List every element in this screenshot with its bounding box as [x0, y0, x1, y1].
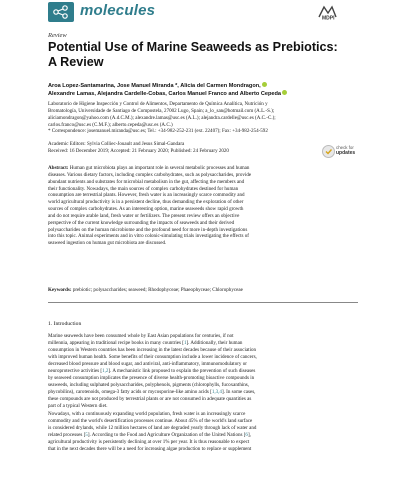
- abstract-line: Abstract: Human gut microbiota plays an important role in several metabolic processes and human: [48, 165, 250, 171]
- body-text-span: that in the next decades there will be a need for increasing algae production to replace or supplement: [48, 445, 252, 452]
- publication-dates: [48, 141, 308, 154]
- keywords-label: Keywords:: [48, 287, 72, 293]
- title-line: A Review: [48, 55, 104, 69]
- citation-link[interactable]: 5: [85, 431, 88, 438]
- author-list: [48, 82, 358, 99]
- affiliation-line: carlos.franco@usc.es (C.M.F.); alberto.cepeda@usc.es (A.C.): [48, 121, 173, 128]
- academic-editors: Academic Editors: Sylvia Colliec-Jouault and Jesus Simal-Gandara: [48, 141, 185, 147]
- author-line: Aroa Lopez-Santamarina, Jose Manuel Miranda *, Alicia del Carmen Mondragon,: [48, 82, 358, 90]
- check-for-updates-button[interactable]: [322, 143, 358, 159]
- abstract-line: perspective of the current knowledge surrounding the impacts of seaweeds and their derived: [48, 219, 235, 226]
- body-text-span: these compounds are not produced by terrestrial plants or are not consumed in adequate quantities as: [48, 396, 252, 403]
- author-line: Alexandre Lamas, Alejandra Cardelle-Cobas, Carlos Manuel Franco and Alberto Cepeda: [48, 90, 358, 98]
- body-text-span: agricultural productivity is persistently declining at over 1% per year. It is thus reasonable to expect: [48, 438, 250, 445]
- citation-link[interactable]: 1,3,4: [211, 389, 222, 396]
- abstract: [48, 165, 358, 247]
- affiliation-line: aliciamondragon@yahoo.com (A.d.C.M.); alexandre.lamas@usc.es (A.L.); alejandra.cardelle@usc.es (A.C.-C.);: [48, 114, 276, 121]
- body-text-span: neuroprotective activities [: [48, 368, 103, 375]
- body-line: [48, 432, 358, 439]
- abstract-line: diseases. Various dietary factors, including complex carbohydrates, such as polysaccharides, provide: [48, 171, 252, 178]
- body-text-span: consumption in Western countries has been increasing in the latest decades because of their association: [48, 347, 257, 354]
- body-text-span: seaweeds, including sulphated polysaccharides, polyphenols, pigments (chlorophylls, fucoxanthins,: [48, 382, 249, 389]
- abstract-line: sources of complex carbohydrates. As an interesting option, marine seaweeds show rapid growth: [48, 206, 244, 213]
- body-text-span: ]. In some cases,: [221, 389, 256, 396]
- body-text-span: decreased blood pressure and blood sugar, and antiviral, anti-inflammatory, immunomodulatory or: [48, 361, 247, 368]
- affiliations: [48, 101, 358, 135]
- body-text-span: by seaweed consumption implicates the presence of diverse health-promoting bioactive compounds in: [48, 375, 255, 382]
- keywords: [48, 287, 358, 294]
- body-text-span: with improved human health. Some benefits of their consumption include a lower incidence of cancers,: [48, 354, 257, 361]
- body-line: [48, 418, 358, 425]
- svg-text:MDPI: MDPI: [322, 15, 335, 20]
- orcid-icon[interactable]: [262, 82, 267, 87]
- body-text-span: commodity and the world's desertification processes continue. About 45% of the world's land surface: [48, 417, 253, 424]
- journal-logo-icon: [48, 2, 74, 22]
- body-text-span: ],: [247, 431, 251, 438]
- check-updates-icon: [322, 145, 335, 158]
- body-text-span: related processes [: [48, 431, 86, 438]
- mdpi-logo-icon: [318, 4, 350, 20]
- received-accepted-published: Received: 16 December 2019; Accepted: 21 February 2020; Published: 24 February 2020: [48, 147, 229, 154]
- abstract-line: seaweed ingestion on human gut microbiota are discussed.: [48, 240, 167, 247]
- body-text-span: ]. A mechanistic link proposed to explain the prevention of such diseases: [108, 368, 256, 375]
- affiliation-line: Laboratorio de Higiene Inspección y Control de Alimentos, Departamento de Química Analítica, Nutrición y: [48, 101, 268, 107]
- body-line: [48, 403, 358, 410]
- body-text-span: millennia, appearing in traditional recipe books in many countries [: [48, 340, 184, 347]
- body-text-span: Nowadays, with a continuously expanding world population, fresh water is an increasingly scarce: [48, 410, 246, 417]
- abstract-line: polysaccharides on the human microbiome and the profound need for more in-depth investigations: [48, 226, 248, 233]
- body-line: [48, 446, 358, 453]
- abstract-line: world agricultural productivity is in a persistent decline, thus demanding the exploration of other: [48, 199, 244, 206]
- section-heading: 1. Introduction: [48, 321, 82, 327]
- citation-link[interactable]: 6: [245, 431, 248, 438]
- abstract-line: their functionality. Nowadays, the main sources of complex carbohydrates destined for human: [48, 185, 239, 192]
- correspondence-line: * Correspondence: josemanuel.miranda@usc.es; Tel.: +34-982-252-231 (ext. 22407); Fax: +34-982-254-592: [48, 128, 268, 135]
- check-updates-label: check for: [336, 145, 354, 150]
- body-text-span: Marine seaweeds have been consumed whole by East Asian populations for centuries, if not: [48, 333, 234, 339]
- abstract-line: and do not require arable land, fresh water or fertilizers. The present review offers an objective: [48, 212, 240, 219]
- body-line: [48, 411, 358, 418]
- affiliation-line: Bromatología, Universidade de Santiago de Compostela, 27002 Lugo, Spain; a_lo_san@hotmail.com (A.L.-S.);: [48, 107, 275, 114]
- abstract-line: abundant nutrients and substrates for microbial metabolism in the gut, affecting the members and: [48, 178, 245, 185]
- body-text-span: ]. According to the Food and Agriculture Organization of the United Nations [: [87, 431, 246, 438]
- check-updates-label: updates: [336, 150, 356, 156]
- body-line: [48, 425, 358, 432]
- body-line: [48, 333, 358, 340]
- abstract-label: Abstract:: [48, 165, 69, 171]
- abstract-line: consumption are terrestrial plants. However, fresh water is an increasingly scarce commodity and: [48, 192, 245, 199]
- body-text-span: is considered drylands, while 12 million hectares of land are degraded yearly through lack of water and: [48, 424, 257, 431]
- body-text-span: part of a typical Western diet.: [48, 403, 108, 410]
- citation-link[interactable]: 1: [183, 340, 187, 347]
- orcid-icon[interactable]: [282, 90, 287, 95]
- body-line: [48, 389, 358, 396]
- article-title: [48, 40, 358, 70]
- title-line: Potential Use of Marine Seaweeds as Prebiotics:: [48, 40, 338, 54]
- body-line: [48, 439, 358, 446]
- article-type: Review: [48, 32, 67, 39]
- citation-link[interactable]: 1,2: [102, 368, 109, 375]
- keywords-text: prebiotic; polysaccharides; seaweed; Rhodophyceae; Phaeophyceae; Chlorophyceae: [72, 287, 243, 293]
- body-text-span: ]. Additionally, their human: [186, 340, 243, 347]
- section-divider: [48, 302, 358, 303]
- body-text: [48, 333, 358, 453]
- journal-header: [0, 0, 400, 26]
- journal-name: molecules: [80, 2, 156, 19]
- body-text-span: phycobilins), carotenoids, omega-3 fatty acids or mycosporine-like amino acids [: [48, 389, 212, 396]
- abstract-line: into this topic. Animal experiments and in vitro colonic-simulating trials investigating the effects of: [48, 233, 249, 240]
